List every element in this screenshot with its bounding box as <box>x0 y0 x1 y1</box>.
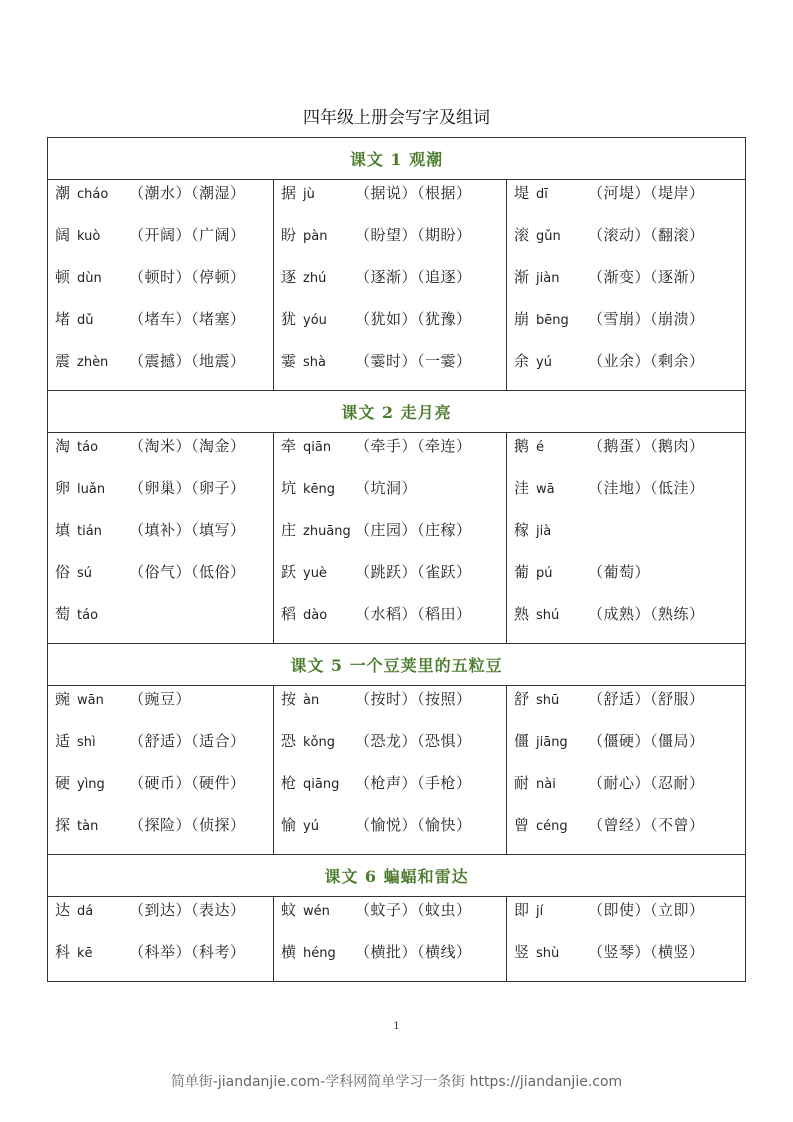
character: 蚊 <box>281 901 297 919</box>
character: 恐 <box>281 732 297 750</box>
vocab-entry <box>507 348 745 390</box>
pinyin: zhú <box>303 271 327 286</box>
character: 即 <box>514 901 530 919</box>
lesson-content-row <box>48 433 746 644</box>
pinyin: shù <box>536 946 560 961</box>
pinyin: táo <box>77 440 99 455</box>
word-list: （成熟）（熟练） <box>588 605 705 623</box>
pinyin: dào <box>303 608 328 623</box>
character: 竖 <box>514 943 530 961</box>
vocab-entry <box>274 728 506 770</box>
character: 科 <box>55 943 71 961</box>
character: 潮 <box>55 184 71 202</box>
vocab-entry <box>48 812 273 854</box>
pinyin: shà <box>303 355 326 370</box>
vocab-entry <box>274 475 506 517</box>
character: 牵 <box>281 437 297 455</box>
character: 犹 <box>281 310 297 328</box>
pinyin: kēng <box>303 482 336 497</box>
pinyin: dǔ <box>77 313 94 328</box>
vocab-entry <box>507 559 745 601</box>
word-list: （逐渐）（追逐） <box>355 268 472 286</box>
pinyin: jù <box>303 187 315 202</box>
pinyin: jiàn <box>536 271 560 286</box>
vocab-entry <box>48 728 273 770</box>
pinyin: gǔn <box>536 229 561 244</box>
vocab-entry <box>48 475 273 517</box>
word-list: （卵巢）（卵子） <box>129 479 246 497</box>
character: 填 <box>55 521 71 539</box>
vocab-column <box>507 897 746 982</box>
character: 按 <box>281 690 297 708</box>
character: 滚 <box>514 226 530 244</box>
word-list: （舒适）（适合） <box>129 732 246 750</box>
pinyin: kē <box>77 946 93 961</box>
character: 横 <box>281 943 297 961</box>
vocab-entry <box>48 939 273 981</box>
word-list: （震撼）（地震） <box>129 352 246 370</box>
pinyin: dùn <box>77 271 102 286</box>
pinyin: táo <box>77 608 99 623</box>
character: 葡 <box>514 563 530 581</box>
character: 庄 <box>281 521 297 539</box>
lesson-title: 课文 5 一个豆荚里的五粒豆 <box>48 644 746 686</box>
word-list: （渐变）（逐渐） <box>588 268 705 286</box>
character: 僵 <box>514 732 530 750</box>
vocab-entry <box>274 222 506 264</box>
vocab-entry <box>507 728 745 770</box>
vocab-table <box>47 137 746 982</box>
vocab-column <box>48 897 274 982</box>
pinyin: wā <box>536 482 555 497</box>
pinyin: zhèn <box>77 355 109 370</box>
character: 霎 <box>281 352 297 370</box>
character: 余 <box>514 352 530 370</box>
pinyin: wén <box>303 904 330 919</box>
vocab-entry <box>507 264 745 306</box>
character: 达 <box>55 901 71 919</box>
pinyin: shú <box>536 608 560 623</box>
vocab-entry <box>507 180 745 222</box>
character: 适 <box>55 732 71 750</box>
vocab-entry <box>274 812 506 854</box>
word-list: （河堤）（堤岸） <box>588 184 705 202</box>
word-list: （僵硬）（僵局） <box>588 732 705 750</box>
character: 稻 <box>281 605 297 623</box>
vocab-column <box>48 433 274 644</box>
word-list: （俗气）（低俗） <box>129 563 246 581</box>
vocab-entry <box>507 306 745 348</box>
pinyin: tián <box>77 524 102 539</box>
word-list: （葡萄） <box>588 563 651 581</box>
pinyin: yìng <box>77 777 105 792</box>
word-list: （硬币）（硬件） <box>129 774 246 792</box>
character: 俗 <box>55 563 71 581</box>
pinyin: jí <box>536 904 544 919</box>
lesson-header-row <box>48 855 746 897</box>
character: 据 <box>281 184 297 202</box>
word-list: （恐龙）（恐惧） <box>355 732 472 750</box>
lesson-header-row <box>48 138 746 180</box>
character: 萄 <box>55 605 71 623</box>
pinyin: héng <box>303 946 336 961</box>
word-list: （洼地）（低洼） <box>588 479 705 497</box>
vocab-entry <box>507 897 745 939</box>
vocab-entry <box>48 897 273 939</box>
word-list: （按时）（按照） <box>355 690 472 708</box>
character: 探 <box>55 816 71 834</box>
pinyin: bēng <box>536 313 569 328</box>
vocab-entry <box>274 180 506 222</box>
vocab-entry <box>507 939 745 981</box>
vocab-entry <box>48 559 273 601</box>
vocab-column <box>274 180 507 391</box>
pinyin: cháo <box>77 187 109 202</box>
word-list: （堵车）（堵塞） <box>129 310 246 328</box>
vocab-entry <box>48 306 273 348</box>
lesson-title: 课文 1 观潮 <box>48 138 746 180</box>
vocab-entry <box>274 517 506 559</box>
character: 坑 <box>281 479 297 497</box>
pinyin: pú <box>536 566 553 581</box>
character: 淘 <box>55 437 71 455</box>
word-list: （淘米）（淘金） <box>129 437 246 455</box>
word-list: （横批）（横线） <box>355 943 472 961</box>
vocab-entry <box>274 601 506 643</box>
vocab-entry <box>48 180 273 222</box>
vocab-entry <box>48 264 273 306</box>
pinyin: yuè <box>303 566 327 581</box>
word-list: （蚊子）（蚊虫） <box>355 901 472 919</box>
vocab-entry <box>48 348 273 390</box>
character: 堤 <box>514 184 530 202</box>
page-number: 1 <box>393 1021 400 1032</box>
vocab-entry <box>274 306 506 348</box>
vocab-entry <box>507 812 745 854</box>
character: 卵 <box>55 479 71 497</box>
vocab-entry <box>274 433 506 475</box>
character: 顿 <box>55 268 71 286</box>
character: 硬 <box>55 774 71 792</box>
site-watermark: 简单街-jiandanjie.com-学科网简单学习一条街 https://jiandanjie.com <box>170 1074 623 1090</box>
word-list: （业余）（剩余） <box>588 352 705 370</box>
vocab-column <box>274 433 507 644</box>
lesson-header-row <box>48 391 746 433</box>
pinyin: nài <box>536 777 556 792</box>
pinyin: dī <box>536 187 548 202</box>
word-list: （枪声）（手枪） <box>355 774 472 792</box>
word-list: （到达）（表达） <box>129 901 246 919</box>
word-list: （盼望）（期盼） <box>355 226 472 244</box>
character: 崩 <box>514 310 530 328</box>
vocab-entry <box>274 939 506 981</box>
pinyin: àn <box>303 693 320 708</box>
vocab-entry <box>507 433 745 475</box>
word-list: （探险）（侦探） <box>129 816 246 834</box>
character: 阔 <box>55 226 71 244</box>
pinyin: zhuāng <box>303 524 351 539</box>
pinyin: luǎn <box>77 482 106 497</box>
word-list: （愉悦）（愉快） <box>355 816 472 834</box>
vocab-entry <box>274 264 506 306</box>
pinyin: dá <box>77 904 94 919</box>
character: 舒 <box>514 690 530 708</box>
vocab-entry <box>507 770 745 812</box>
character: 熟 <box>514 605 530 623</box>
character: 稼 <box>514 521 530 539</box>
character: 鹅 <box>514 437 530 455</box>
vocab-column <box>507 686 746 855</box>
word-list: （水稻）（稻田） <box>355 605 472 623</box>
character: 豌 <box>55 690 71 708</box>
word-list: （坑洞） <box>355 479 418 497</box>
pinyin: kǒng <box>303 735 335 750</box>
word-list: （开阔）（广阔） <box>129 226 246 244</box>
lesson-content-row <box>48 686 746 855</box>
pinyin: wān <box>77 693 104 708</box>
pinyin: sú <box>77 566 93 581</box>
character: 枪 <box>281 774 297 792</box>
word-list: （庄园）（庄稼） <box>355 521 472 539</box>
vocab-entry <box>507 475 745 517</box>
vocab-entry <box>48 686 273 728</box>
word-list: （潮水）（潮湿） <box>129 184 246 202</box>
lesson-title: 课文 6 蝙蝠和雷达 <box>48 855 746 897</box>
word-list: （科举）（科考） <box>129 943 246 961</box>
word-list: （耐心）（忍耐） <box>588 774 705 792</box>
vocab-entry <box>507 517 745 559</box>
pinyin: yú <box>303 819 319 834</box>
vocab-column <box>274 897 507 982</box>
vocab-entry <box>48 601 273 643</box>
lesson-header-row <box>48 644 746 686</box>
character: 盼 <box>281 226 297 244</box>
pinyin: qiāng <box>303 777 340 792</box>
vocab-column <box>507 433 746 644</box>
page-title: 四年级上册会写字及组词 <box>303 108 490 128</box>
vocab-column <box>274 686 507 855</box>
word-list: （鹅蛋）（鹅肉） <box>588 437 705 455</box>
word-list: （即使）（立即） <box>588 901 705 919</box>
lesson-content-row <box>48 897 746 982</box>
word-list: （竖琴）（横竖） <box>588 943 705 961</box>
word-list: （舒适）（舒服） <box>588 690 705 708</box>
character: 愉 <box>281 816 297 834</box>
vocab-entry <box>507 222 745 264</box>
vocab-entry <box>48 222 273 264</box>
vocab-entry <box>274 686 506 728</box>
character: 洼 <box>514 479 530 497</box>
pinyin: qiān <box>303 440 332 455</box>
word-list: （顿时）（停顿） <box>129 268 246 286</box>
character: 震 <box>55 352 71 370</box>
pinyin: kuò <box>77 229 101 244</box>
vocab-column <box>48 180 274 391</box>
vocab-entry <box>274 897 506 939</box>
word-list: （豌豆） <box>129 690 192 708</box>
vocab-entry <box>274 348 506 390</box>
pinyin: é <box>536 440 544 455</box>
pinyin: jià <box>536 524 552 539</box>
lesson-content-row <box>48 180 746 391</box>
pinyin: jiāng <box>536 735 568 750</box>
character: 曾 <box>514 816 530 834</box>
character: 逐 <box>281 268 297 286</box>
word-list: （霎时）（一霎） <box>355 352 472 370</box>
lesson-title: 课文 2 走月亮 <box>48 391 746 433</box>
pinyin: céng <box>536 819 568 834</box>
vocab-entry <box>48 770 273 812</box>
vocab-column <box>48 686 274 855</box>
vocab-column <box>507 180 746 391</box>
word-list: （据说）（根据） <box>355 184 472 202</box>
pinyin: shū <box>536 693 560 708</box>
pinyin: yóu <box>303 313 327 328</box>
word-list: （牵手）（牵连） <box>355 437 472 455</box>
vocab-entry <box>274 770 506 812</box>
word-list: （犹如）（犹豫） <box>355 310 472 328</box>
pinyin: pàn <box>303 229 328 244</box>
word-list: （曾经）（不曾） <box>588 816 705 834</box>
vocab-entry <box>48 517 273 559</box>
word-list: （填补）（填写） <box>129 521 246 539</box>
word-list: （滚动）（翻滚） <box>588 226 705 244</box>
word-list: （跳跃）（雀跃） <box>355 563 472 581</box>
pinyin: yú <box>536 355 552 370</box>
pinyin: shì <box>77 735 96 750</box>
pinyin: tàn <box>77 819 99 834</box>
character: 堵 <box>55 310 71 328</box>
vocab-entry <box>507 601 745 643</box>
character: 渐 <box>514 268 530 286</box>
character: 耐 <box>514 774 530 792</box>
word-list: （雪崩）（崩溃） <box>588 310 705 328</box>
vocab-entry <box>507 686 745 728</box>
character: 跃 <box>281 563 297 581</box>
vocab-entry <box>48 433 273 475</box>
vocab-entry <box>274 559 506 601</box>
